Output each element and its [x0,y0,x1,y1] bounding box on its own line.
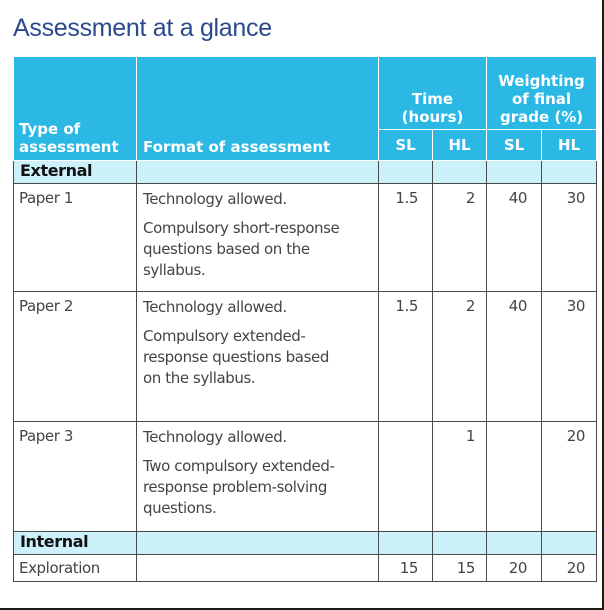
header-format-of-assessment: Format of assessment [137,57,379,161]
table-row-paper-2 [14,292,597,422]
cell-weight-hl: 20 [542,422,597,532]
header-time-hl: HL [433,130,487,161]
cell-time-sl: 15 [379,555,433,582]
cell-weight-hl: 30 [542,292,597,422]
section-cell [487,532,542,555]
header-weighting: Weighting of final grade (%) [487,57,597,130]
cell-type: Paper 2 [14,292,137,422]
format-line: Compulsory short-response questions based on the syllabus. [143,219,340,279]
format-line: Technology allowed. [143,428,287,446]
table-row-exploration [14,555,597,582]
cell-time-hl: 1 [433,422,487,532]
cell-time-sl: 1.5 [379,292,433,422]
page-title: Assessment at a glance [13,14,272,42]
cell-time-sl: 1.5 [379,184,433,292]
table-header [14,57,597,161]
cell-weight-sl: 20 [487,555,542,582]
section-cell [487,161,542,184]
header-weight-sl: SL [487,130,542,161]
cell-format [137,292,379,422]
cell-time-hl: 15 [433,555,487,582]
format-line: Compulsory extended-response questions based on the syllabus. [143,327,329,387]
header-time-hours: Time (hours) [379,57,487,130]
section-cell [542,161,597,184]
table-row-paper-3 [14,422,597,532]
format-line: Two compulsory extended-response problem-solving questions. [143,457,335,517]
cell-format [137,184,379,292]
cell-time-hl: 2 [433,292,487,422]
assessment-table [13,56,597,582]
format-line: Technology allowed. [143,190,287,208]
cell-format [137,555,379,582]
cell-type: Paper 1 [14,184,137,292]
table-row-paper-1 [14,184,597,292]
cell-format [137,422,379,532]
section-row-internal [14,532,597,555]
header-weight-hl: HL [542,130,597,161]
cell-time-hl: 2 [433,184,487,292]
cell-weight-hl: 20 [542,555,597,582]
section-cell [542,532,597,555]
cell-type: Exploration [14,555,137,582]
table-body [14,161,597,582]
section-cell [379,532,433,555]
header-type-of-assessment: Type of assessment [14,57,137,161]
cell-type: Paper 3 [14,422,137,532]
section-label-external: External [14,161,137,184]
section-cell [137,532,379,555]
header-time-sl: SL [379,130,433,161]
section-cell [137,161,379,184]
section-cell [379,161,433,184]
cell-weight-hl: 30 [542,184,597,292]
cell-weight-sl: 40 [487,184,542,292]
section-label-internal: Internal [14,532,137,555]
section-row-external [14,161,597,184]
cell-time-sl [379,422,433,532]
section-cell [433,161,487,184]
cell-weight-sl: 40 [487,292,542,422]
format-line: Technology allowed. [143,298,287,316]
cell-weight-sl [487,422,542,532]
section-cell [433,532,487,555]
